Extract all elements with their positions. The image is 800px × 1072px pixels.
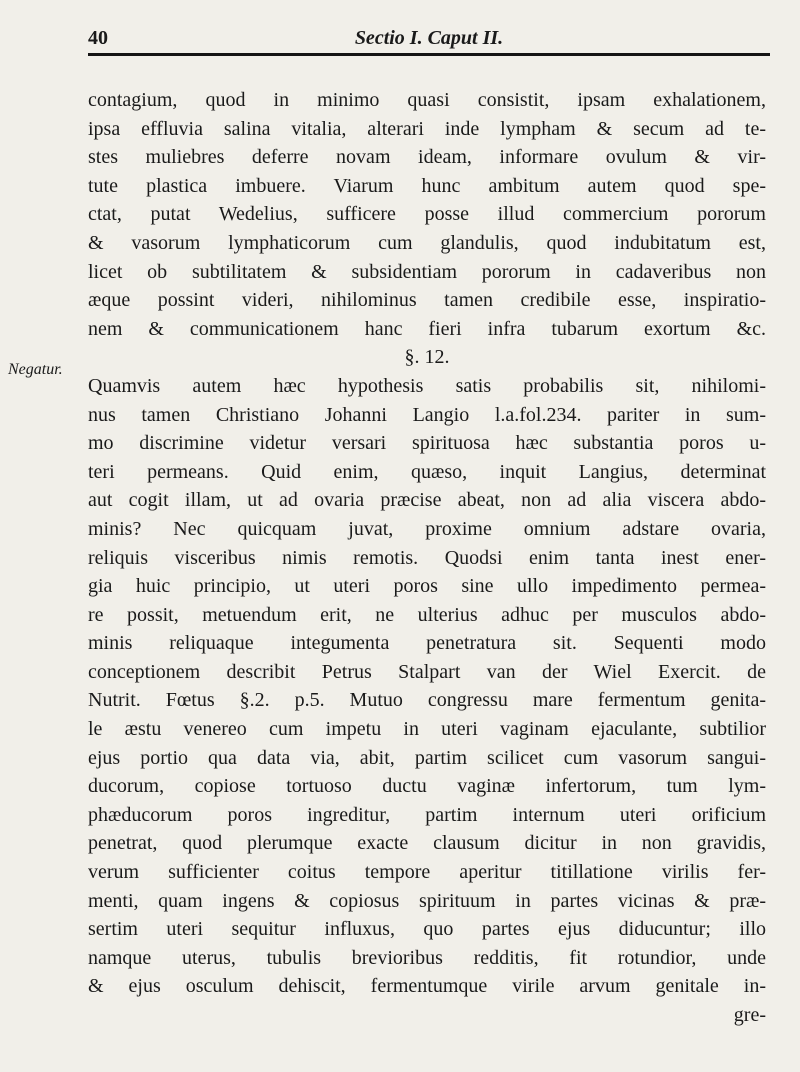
margin-note: Negatur. [8,361,63,378]
text-line: teri permeans. Quid enim, quæso, inquit Langius, determinat [88,460,766,483]
text-line: æque possint videri, nihilominus tamen credibile esse, inspiratio- [88,289,766,312]
text-line: nem & communicationem hanc fieri infra tubarum exortum &c. [88,317,766,340]
text-line: le æstu venereo cum impetu in uteri vaginam ejaculante, subtilior [88,718,766,741]
text-line: ducorum, copiose tortuoso ductu vaginæ infertorum, tum lym- [88,775,766,798]
text-line: & vasorum lymphaticorum cum glandulis, quod indubitatum est, [88,231,766,254]
text-line: nus tamen Christiano Johanni Langio l.a.fol.234. pariter in sum- [88,403,766,426]
text-line: Nutrit. Fœtus §.2. p.5. Mutuo congressu mare fermentum genita- [88,689,766,712]
text-line: re possit, metuendum erit, ne ulterius adhuc per musculos abdo- [88,603,766,626]
running-title: Sectio I. Caput II. [354,27,504,49]
text-line: ejus portio qua data via, abit, partim scilicet cum vasorum sangui- [88,746,766,769]
text-line: verum sufficienter coitus tempore aperitur titillatione virilis fer- [88,861,766,884]
text-line: ipsa effluvia salina vitalia, alterari inde lympham & secum ad te- [88,117,766,140]
text-line: namque uterus, tubulis brevioribus redditis, fit rotundior, unde [88,946,766,969]
text-line: ctat, putat Wedelius, sufficere posse illud commercium pororum [88,203,766,226]
text-line: phæducorum poros ingreditur, partim internum uteri orificium [88,803,766,826]
text-line: reliquis visceribus nimis remotis. Quodsi enim tanta inest ener- [88,546,766,569]
text-line: minis? Nec quicquam juvat, proxime omnium adstare ovaria, [88,517,766,540]
header-rule [88,53,770,56]
body-text [88,86,766,1030]
text-line: minis reliquaque integumenta penetratura sit. Sequenti modo [88,632,766,655]
text-line: gia huic principio, ut uteri poros sine ullo impedimento permea- [88,575,766,598]
text-line: Quamvis autem hæc hypothesis satis probabilis sit, nihilomi- [88,374,766,397]
section-heading: §. 12. [404,346,450,369]
page-header [88,14,770,56]
text-line: licet ob subtilitatem & subsidentiam pororum in cadaveribus non [88,260,766,283]
text-line: aut cogit illam, ut ad ovaria præcise abeat, non ad alia viscera abdo- [88,489,766,512]
text-line: menti, quam ingens & copiosus spirituum in partes vicinas & præ- [88,889,766,912]
text-line: mo discrimine videtur versari spirituosa hæc substantia poros u- [88,432,766,455]
page-number: 40 [88,27,108,49]
text-line: penetrat, quod plerumque exacte clausum dicitur in non gravidis, [88,832,766,855]
catchword: gre- [733,1004,766,1026]
text-line: contagium, quod in minimo quasi consistit, ipsam exhalationem, [88,89,766,111]
text-line: conceptionem describit Petrus Stalpart van der Wiel Exercit. de [88,660,766,683]
text-line: sertim uteri sequitur influxus, quo partes ejus diducuntur; illo [88,918,766,941]
text-line: tute plastica imbuere. Viarum hunc ambitum autem quod spe- [88,174,766,197]
text-line: stes muliebres deferre novam ideam, informare ovulum & vir- [88,146,766,169]
text-line: & ejus osculum dehiscit, fermentumque virile arvum genitale in- [88,975,766,998]
